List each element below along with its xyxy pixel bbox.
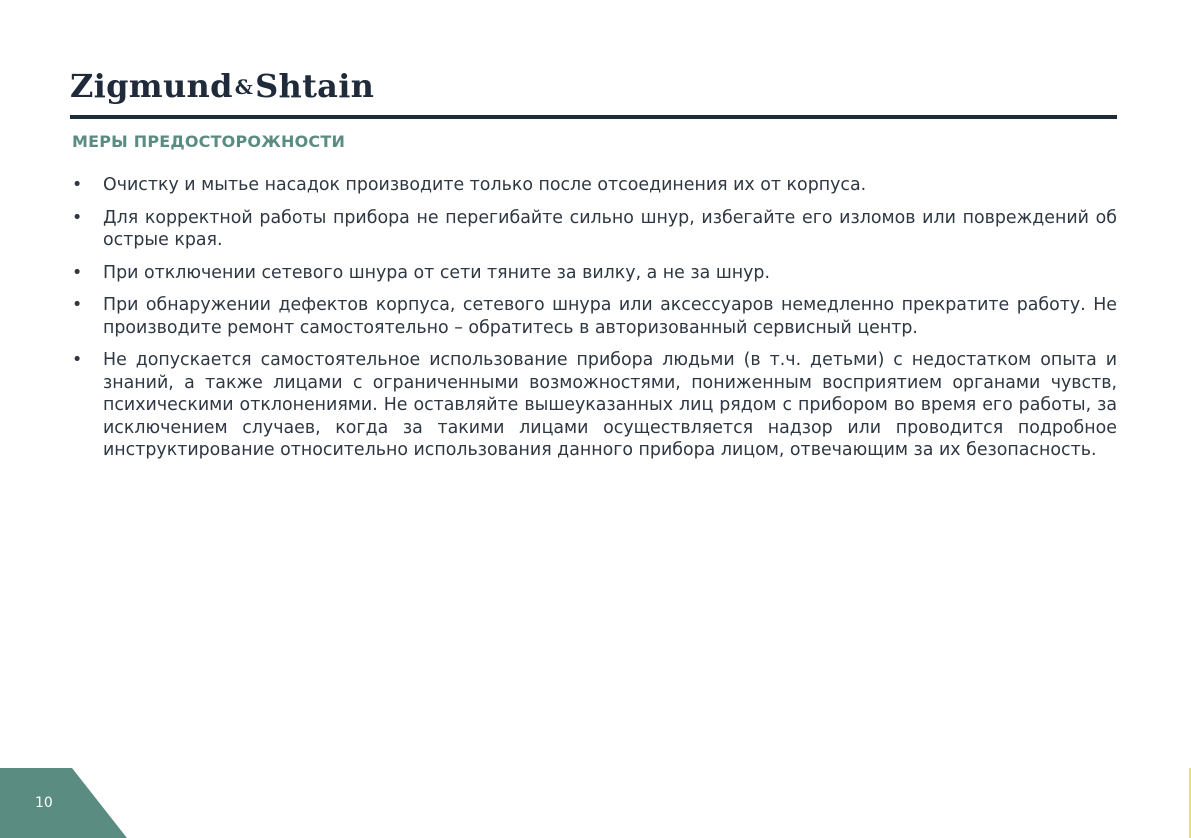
header-divider xyxy=(70,115,1117,119)
brand-ampersand: & xyxy=(234,75,254,99)
list-item: • При обнаружении дефектов корпуса, сетевого шнура или аксессуаров немедленно прекратите работу. Не производите ремонт самостоятельно – обратитесь в авторизованный сервисный центр. xyxy=(72,294,1117,339)
list-item: • Для корректной работы прибора не перегибайте сильно шнур, избегайте его изломов или повреждений об острые края. xyxy=(72,207,1117,252)
list-item: • Очистку и мытье насадок производите только после отсоединения их от корпуса. xyxy=(72,174,1117,197)
page-number: 10 xyxy=(35,795,53,811)
brand-logo xyxy=(70,66,374,107)
section-title: МЕРЫ ПРЕДОСТОРОЖНОСТИ xyxy=(72,132,346,151)
precautions-list xyxy=(72,174,1117,472)
list-item: • При отключении сетевого шнура от сети тяните за вилку, а не за шнур. xyxy=(72,262,1117,285)
page-number-tab xyxy=(0,768,127,838)
brand-name-right: Shtain xyxy=(255,67,375,105)
list-item: • Не допускается самостоятельное использование прибора людьми (в т.ч. детьми) с недостатком опыта и знаний, а также лицами с ограниченными возможностями, пониженным восприятием органами чувств, психическими отклонениями. Не оставляйте вышеуказанных лиц рядом с прибором во время его работы, за исключением случаев, когда за такими лицами осуществляется надзор или проводится подробное инструктирование относительно использования данного прибора лицом, отвечающим за их безопасность. xyxy=(72,349,1117,462)
brand-name-left: Zigmund xyxy=(70,67,233,105)
